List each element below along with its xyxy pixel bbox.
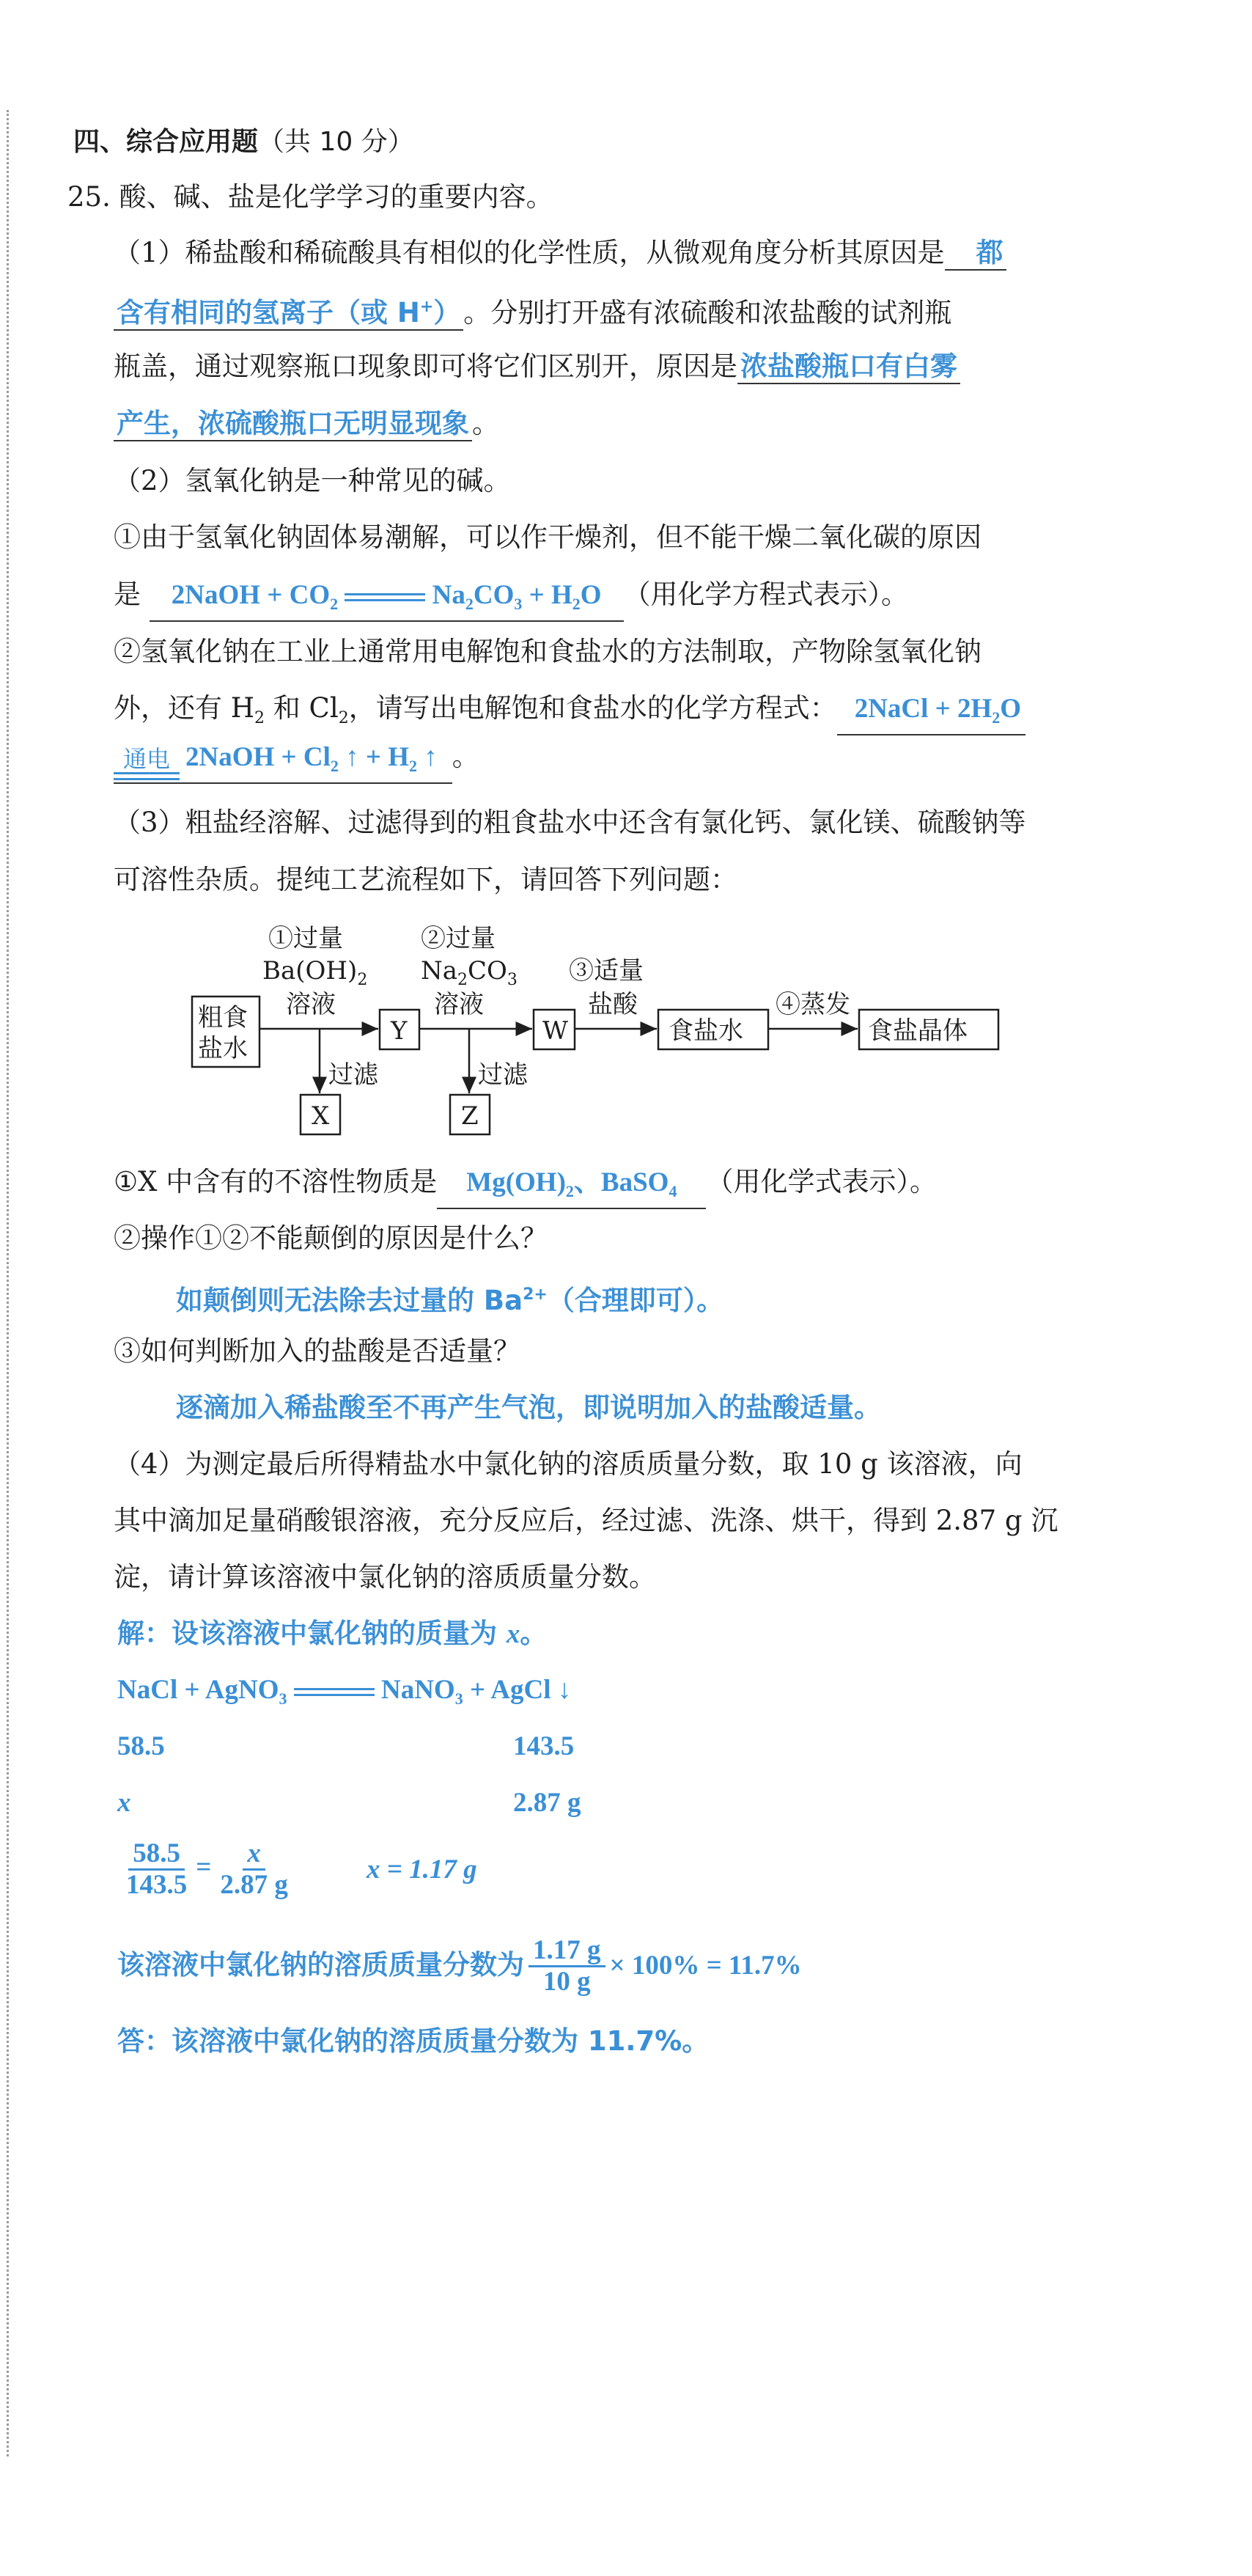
p1-line-4 — [114, 405, 499, 443]
solution-let — [117, 1615, 547, 1654]
eq3-right: NaNO — [380, 1675, 455, 1705]
flow-box-W-label: W — [542, 1016, 568, 1046]
solution-equation: NaCl + AgNO$_3$ NaNO$_3$ + AgCl ↓ — [117, 1675, 572, 1708]
flow-box-brine-label: 食盐水 — [669, 1016, 743, 1046]
purification-flow-diagram — [176, 920, 1041, 1148]
fraction-calc-frac — [529, 1936, 605, 1997]
section-points: （共 10 分） — [258, 127, 414, 157]
ratio-den-2: 2.87 g — [220, 1870, 288, 1900]
flow-step1-label-c: 溶液 — [286, 990, 336, 1019]
eq1-right-d: O — [580, 580, 602, 610]
flow-box-Z-label: Z — [461, 1101, 479, 1131]
p2-ii-b1: 外，还有 H — [114, 692, 255, 724]
fraction-calc-den: 10 g — [542, 1967, 591, 1997]
p1-blank-1 — [945, 237, 1006, 271]
final-answer: 答：该溶液中氯化钠的溶质质量分数为 11.7%。 — [117, 2025, 710, 2057]
flow-step3-label-a: ③适量 — [569, 956, 644, 986]
ratio-equation — [117, 1839, 297, 1900]
p2-ii-answer-a: 2NaCl + $2H_2O$ — [837, 693, 1025, 735]
p2-ii-line-1: ②氢氧化钠在工业上通常用电解饱和食盐水的方法制取，产物除氢氧化钠 — [114, 636, 982, 667]
result-x: x = 1.17 g — [367, 1854, 477, 1885]
solution-let-x: x — [506, 1619, 520, 1649]
p3-q2-answer-end: （合理即可）。 — [547, 1285, 724, 1316]
p4-line-1: （4）为测定最后所得精盐水中氯化钠的溶质质量分数，取 10 g 该溶液，向 — [114, 1448, 1023, 1480]
molar-mass-2: 143.5 — [513, 1731, 575, 1761]
flow-step1-label-b: $Ba(OH)_2$ — [262, 956, 368, 989]
ratio-equals: = — [196, 1852, 212, 1882]
fraction-calc-tail: × 100% = 11.7% — [609, 1951, 802, 1981]
p3-q1-note: （用化学式表示）。 — [706, 1166, 937, 1197]
p3-line-2: 可溶性杂质。提纯工艺流程如下，请回答下列问题： — [114, 864, 737, 895]
ratio-num-1: 58.5 — [128, 1839, 185, 1871]
flow-step3-label-b: 盐酸 — [588, 990, 638, 1019]
fraction-calc — [117, 1936, 802, 1997]
p3-q1-answer: $Mg(OH)_2$、BaSO$_4$ — [437, 1167, 706, 1209]
p1-answer-1b-end: ） — [433, 297, 461, 329]
p1-answer-2a: 浓盐酸瓶口有白雾 — [740, 351, 957, 382]
p1-text-d: 。 — [472, 408, 499, 439]
p2-i-equation: 2NaOH + $CO_2$ $Na_2CO_3 + H_2O$ — [150, 579, 624, 622]
p1-line-3 — [114, 348, 960, 386]
ratio-fraction-1 — [122, 1839, 191, 1900]
p2-ii-b3: ，请写出电解饱和食盐水的化学方程式： — [348, 692, 837, 724]
p3-q2: ②操作①②不能颠倒的原因是什么？ — [114, 1222, 548, 1254]
flow-step2-label-a: ②过量 — [421, 924, 496, 953]
p1-blank-2 — [737, 351, 960, 384]
p3-q2-answer — [176, 1276, 723, 1320]
flow-box-X-label: X — [312, 1101, 330, 1131]
eq2-condition — [114, 746, 180, 782]
fraction-calc-num: 1.17 g — [529, 1936, 605, 1967]
p1-text-a: （1）稀盐酸和稀硫酸具有相似的化学性质，从微观角度分析其原因是 — [114, 237, 945, 268]
p3-q1-answer-b: 、BaSO — [573, 1167, 669, 1197]
eq2-right-b: ↑ + H — [345, 742, 409, 772]
eq1-right-b: CO — [473, 580, 515, 610]
p2-ii-line-2: 外，还有 $H_2$ 和 $Cl_2$，请写出电解饱和食盐水的化学方程式： 2NaCl + $2H_2O$ — [114, 689, 1025, 738]
ratio-num-2: x — [243, 1839, 265, 1871]
eq1-left: 2NaOH + CO — [171, 580, 331, 610]
p1-answer-1a: 都 — [976, 237, 1004, 268]
eq3-left: NaCl + AgNO — [117, 1675, 279, 1705]
flow-step4-label: ④蒸发 — [776, 990, 850, 1019]
eq3-equals — [294, 1685, 375, 1700]
flow-step2-label-c: 溶液 — [434, 990, 484, 1019]
eq1-equals — [345, 590, 425, 605]
p1-answer-1b: 含有相同的氢离子（或 H — [117, 297, 420, 329]
eq2-left-b: O — [1000, 694, 1022, 724]
p3-q2-answer-sup: 2+ — [523, 1285, 548, 1304]
eq2-left: 2NaCl + 2H — [854, 694, 993, 724]
question-stem: 25. 酸、碱、盐是化学学习的重要内容。 — [67, 181, 553, 213]
flow-box-crystal-label: 食盐晶体 — [868, 1016, 968, 1046]
molar-mass-1: 58.5 — [117, 1731, 165, 1761]
section-title: 四、综合应用题 — [73, 127, 259, 157]
p3-q2-answer-text: 如颠倒则无法除去过量的 Ba — [176, 1285, 523, 1316]
eq2-condition-text: 通电 — [122, 745, 170, 773]
p2-i-shi: 是 — [114, 579, 141, 610]
p3-q3-answer: 逐滴加入稀盐酸至不再产生气泡，即说明加入的盐酸适量。 — [176, 1392, 881, 1423]
ratio-fraction-2 — [216, 1839, 292, 1900]
precipitate-mass: 2.87 g — [513, 1788, 581, 1818]
p1-blank-2-cont — [114, 408, 472, 441]
eq2-right-a: 2NaOH + Cl — [185, 742, 331, 772]
unknown-x: x — [117, 1788, 131, 1818]
p2-ii-b2: 和 Cl — [265, 692, 339, 724]
p1-text-b: 。分别打开盛有浓硫酸和浓盐酸的试剂瓶 — [463, 297, 952, 329]
p2-i-note: （用化学方程式表示）。 — [623, 579, 909, 610]
p2-heading: （2）氢氧化钠是一种常见的碱。 — [114, 465, 511, 496]
fraction-calc-text: 该溶液中氯化钠的溶质质量分数为 — [117, 1949, 524, 1981]
flow-box-crude-brine-line2: 盐水 — [198, 1034, 248, 1063]
ratio-den-1: 143.5 — [126, 1870, 188, 1900]
flow-box-crude-brine-line1: 粗食 — [198, 1003, 248, 1032]
p4-line-2: 其中滴加足量硝酸银溶液，充分反应后，经过滤、洗涤、烘干，得到 2.87 g 沉 — [114, 1505, 1058, 1536]
p3-q1-answer-a: Mg(OH) — [466, 1167, 566, 1197]
p2-ii-end: 。 — [452, 741, 479, 772]
p2-i-text: ①由于氢氧化钠固体易潮解，可以作干燥剂，但不能干燥二氧化碳的原因 — [114, 521, 982, 553]
p1-blank-1-cont — [114, 291, 463, 331]
p2-ii-answer-b: 通电 2NaOH + $Cl_2$ ↑ + $H_2$ ↑ — [114, 741, 452, 784]
eq1-right-c: + H — [522, 580, 572, 610]
flow-step2-label-b: $Na_2CO_3$ — [421, 956, 518, 989]
p3-q3: ③如何判断加入的盐酸是否适量？ — [114, 1335, 520, 1367]
p1-line-2 — [114, 291, 951, 332]
flow-step1-label-a: ①过量 — [268, 924, 343, 953]
p2-ii-line-3 — [114, 738, 479, 784]
binding-margin-line — [7, 110, 9, 2456]
p3-q1-text: ①X 中含有的不溶性物质是 — [114, 1166, 438, 1197]
eq3-right-2: + AgCl ↓ — [463, 1675, 572, 1705]
solution-let-text: 解：设该溶液中氯化钠的质量为 — [117, 1618, 507, 1649]
eq1-right-a: Na — [432, 580, 465, 610]
flow-filter-1-label: 过滤 — [328, 1060, 378, 1090]
p3-q1-line — [114, 1163, 937, 1209]
p1-answer-1b-sup: + — [419, 298, 434, 316]
eq2-equals — [114, 772, 180, 782]
p1-answer-2b: 产生，浓硫酸瓶口无明显现象 — [117, 408, 469, 439]
p1-text-c: 瓶盖，通过观察瓶口现象即可将它们区别开，原因是 — [114, 351, 737, 382]
p1-line-1 — [114, 234, 1006, 272]
p4-line-3: 淀，请计算该溶液中氯化钠的溶质质量分数。 — [114, 1561, 656, 1593]
solution-let-end: 。 — [520, 1618, 548, 1649]
flow-box-Y-label: Y — [391, 1016, 408, 1046]
flow-filter-2-label: 过滤 — [478, 1060, 528, 1090]
section-heading — [73, 123, 414, 161]
p2-i-line — [114, 576, 908, 622]
eq2-right-c: ↑ — [424, 742, 438, 772]
p3-line-1: （3）粗盐经溶解、过滤得到的粗食盐水中还含有氯化钙、氯化镁、硫酸钠等 — [114, 807, 1026, 838]
